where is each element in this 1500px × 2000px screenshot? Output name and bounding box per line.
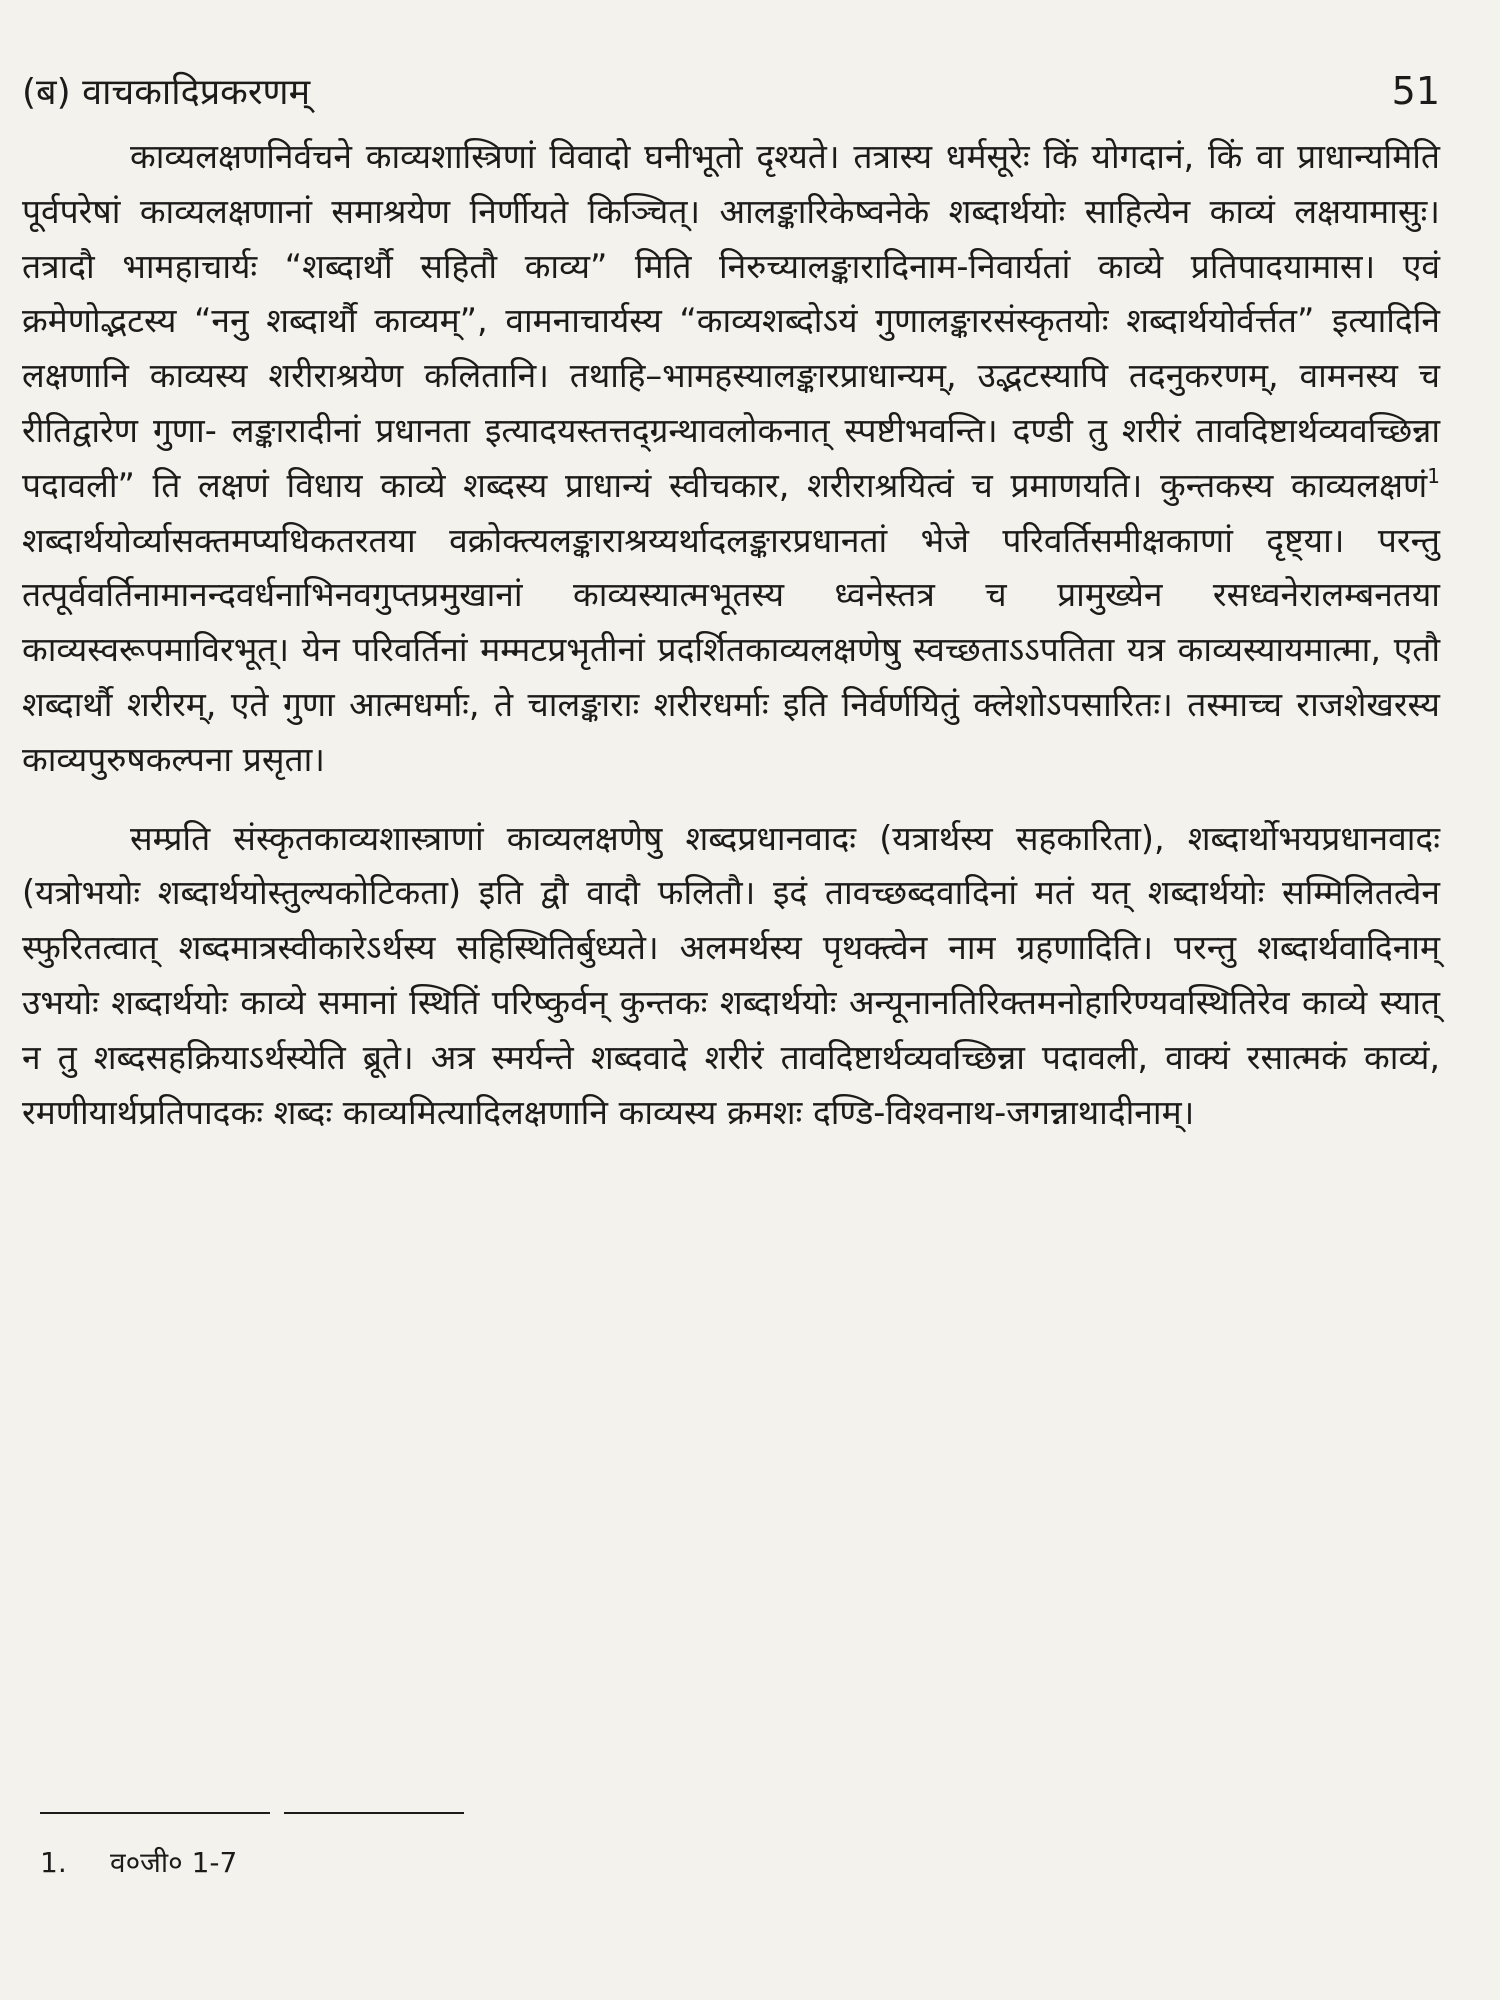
section-title: (ब) वाचकादिप्रकरणम्: [22, 72, 311, 113]
footnote-rule-right: [284, 1812, 464, 1814]
page-header: [22, 66, 1440, 115]
page-number: 51: [1391, 69, 1440, 113]
paragraph-1: [22, 130, 1440, 788]
footnote-rule-left: [40, 1812, 270, 1814]
paragraph-1-text-a: काव्यलक्षणनिर्वचने काव्यशास्त्रिणां विवादो घनीभूतो दृश्यते। तत्रास्य धर्मसूरेः किं योगदानं, किं वा प्राधान्यमिति पूर्वपरेषां काव्यलक्षणानां समाश्रयेण निर्णीयते किञ्चित्। आलङ्कारिकेष्वनेके शब्दार्थयोः साहित्येन काव्यं लक्षयामासुः। तत्रादौ भामहाचार्यः “शब्दार्थौ सहितौ काव्य” मिति निरुच्यालङ्कारादिनाम-निवार्यतां काव्ये प्रतिपादयामास। एवं क्रमेणोद्भटस्य “ननु शब्दार्थौ काव्यम्”, वामनाचार्यस्य “काव्यशब्दोऽयं गुणालङ्कारसंस्कृतयोः शब्दार्थयोर्वर्त्तत” इत्यादिनि लक्षणानि काव्यस्य शरीराश्रयेण कलितानि। तथाहि–भामहस्यालङ्कारप्राधान्यम्, उद्भटस्यापि तदनुकरणम्, वामनस्य च रीतिद्वारेण गुणा- लङ्कारादीनां प्रधानता इत्यादयस्तत्तद्ग्रन्थावलोकनात् स्पष्टीभवन्ति। दण्डी तु शरीरं तावदिष्टार्थव्यवच्छिन्ना पदावली” ति लक्षणं विधाय काव्ये शब्दस्य प्राधान्यं स्वीचकार, शरीराश्रयित्वं च प्रमाणयति। कुन्तकस्य काव्यलक्षणं: [22, 137, 1440, 505]
footnote: [40, 1843, 237, 1883]
footnote-number: 1.: [40, 1846, 67, 1879]
paragraph-1-text-b: शब्दार्थयोर्व्यासक्तमप्यधिकतरतया वक्रोक्त्यलङ्काराश्रय्यर्थादलङ्कारप्रधानतां भेजे परिवर्तिसमीक्षकाणां दृष्ट्या। परन्तु तत्पूर्ववर्तिनामानन्दवर्धनाभिनवगुप्तप्रमुखानां काव्यस्यात्मभूतस्य ध्वनेस्तत्र च प्रामुख्येन रसध्वनेरालम्बनतया काव्यस्वरूपमाविरभूत्। येन परिवर्तिनां मम्मटप्रभृतीनां प्रदर्शितकाव्यलक्षणेषु स्वच्छताऽऽपतिता यत्र काव्यस्यायमात्मा, एतौ शब्दार्थौ शरीरम्, एते गुणा आत्मधर्माः, ते चालङ्काराः शरीरधर्माः इति निर्वर्णयितुं क्लेशोऽपसारितः। तस्माच्च राजशेखरस्य काव्यपुरुषकल्पना प्रसृता।: [22, 520, 1440, 779]
footnote-reference: 1: [1427, 463, 1440, 488]
footnote-text: व०जी० 1-7: [110, 1846, 238, 1879]
footnote-rule: [40, 1812, 464, 1814]
paragraph-2: सम्प्रति संस्कृतकाव्यशास्त्राणां काव्यलक्षणेषु शब्दप्रधानवादः (यत्रार्थस्य सहकारिता), शब्दार्थोभयप्रधानवादः (यत्रोभयोः शब्दार्थयोस्तुल्यकोटिकता) इति द्वौ वादौ फलितौ। इदं तावच्छब्दवादिनां मतं यत् शब्दार्थयोः सम्मिलितत्वेन स्फुरितत्वात् शब्दमात्रस्वीकारेऽर्थस्य सहिस्थितिर्बुध्यते। अलमर्थस्य पृथक्त्वेन नाम ग्रहणादिति। परन्तु शब्दार्थवादिनाम् उभयोः शब्दार्थयोः काव्ये समानां स्थितिं परिष्कुर्वन् कुन्तकः शब्दार्थयोः अन्यूनानतिरिक्तमनोहारिण्यवस्थितिरेव काव्ये स्यात् न तु शब्दसहक्रियाऽर्थस्येति ब्रूते। अत्र स्मर्यन्ते शब्दवादे शरीरं तावदिष्टार्थव्यवच्छिन्ना पदावली, वाक्यं रसात्मकं काव्यं, रमणीयार्थप्रतिपादकः शब्दः काव्यमित्यादिलक्षणानि काव्यस्य क्रमशः दण्डि-विश्वनाथ-जगन्नाथादीनाम्।: [22, 818, 1440, 1132]
body-text: [22, 130, 1440, 1140]
